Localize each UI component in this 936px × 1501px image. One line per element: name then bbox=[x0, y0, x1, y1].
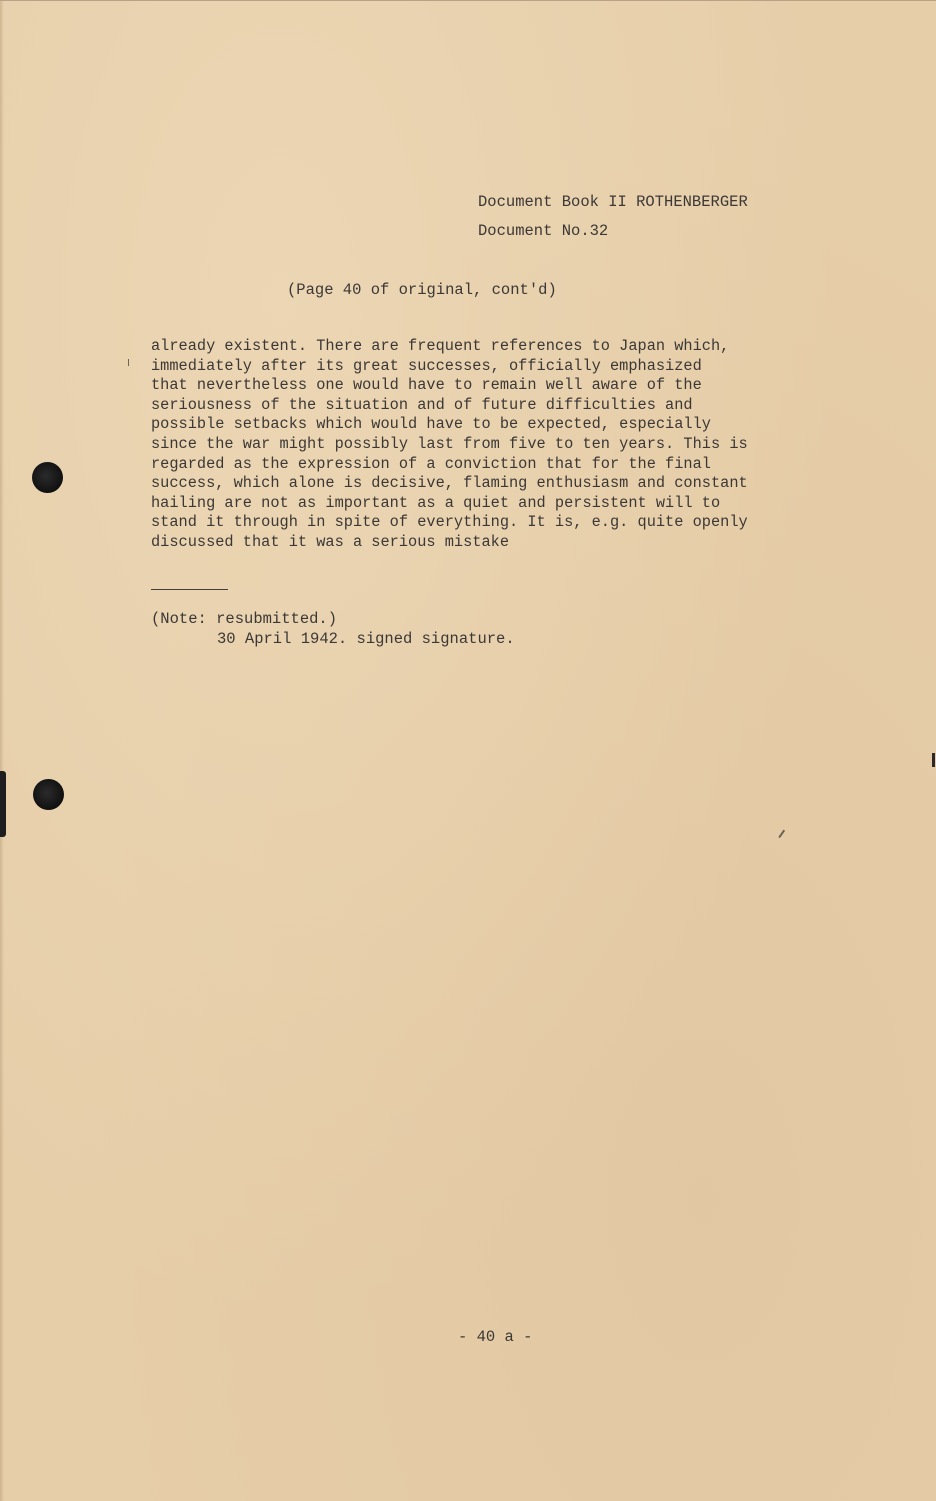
binder-clip-mark bbox=[0, 771, 6, 837]
page-reference: (Page 40 of original, cont'd) bbox=[287, 281, 557, 299]
body-line: regarded as the expression of a conviction that for the final bbox=[151, 454, 711, 473]
body-paragraph bbox=[151, 337, 791, 553]
body-line: discussed that it was a serious mistake bbox=[151, 532, 510, 551]
body-line: stand it through in spite of everything. It is, e.g. quite openly bbox=[151, 513, 748, 532]
document-number-label: Document No.32 bbox=[478, 222, 609, 240]
body-line: since the war might possibly last from five to ten years. This is bbox=[151, 434, 748, 453]
punch-hole-top bbox=[32, 462, 63, 493]
note-line: (Note: resubmitted.) bbox=[151, 610, 338, 628]
body-line: that nevertheless one would have to remain well aware of the bbox=[151, 376, 702, 395]
paper-speck bbox=[128, 359, 129, 366]
body-line: immediately after its great successes, officially emphasized bbox=[151, 356, 702, 375]
body-line: already existent. There are frequent references to Japan which, bbox=[151, 337, 730, 355]
page-number: - 40 a - bbox=[458, 1328, 533, 1346]
body-line: success, which alone is decisive, flaming enthusiasm and constant bbox=[151, 474, 748, 493]
paper-edge-mark bbox=[932, 753, 935, 767]
body-line: hailing are not as important as a quiet and persistent will to bbox=[151, 493, 721, 512]
paper-edge-shadow bbox=[0, 1, 4, 1501]
signature-line: 30 April 1942. signed signature. bbox=[217, 630, 515, 648]
paper-speck bbox=[778, 830, 784, 838]
body-line: seriousness of the situation and of future difficulties and bbox=[151, 395, 693, 414]
body-line: possible setbacks which would have to be expected, especially bbox=[151, 415, 711, 434]
document-book-label: Document Book II ROTHENBERGER bbox=[478, 193, 748, 211]
punch-hole-bottom bbox=[33, 779, 64, 810]
footnote-divider bbox=[151, 589, 228, 590]
